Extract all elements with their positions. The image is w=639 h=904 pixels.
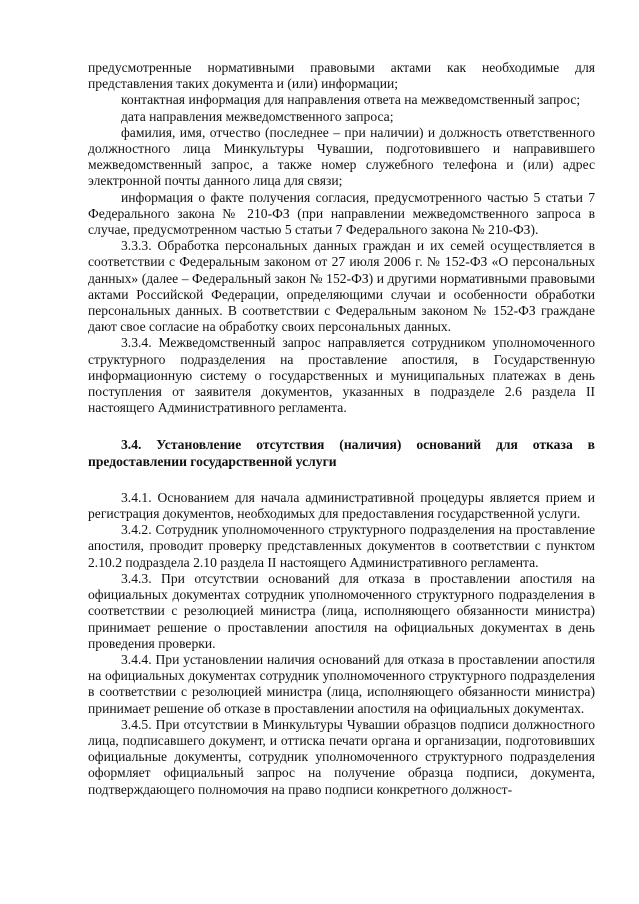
paragraph-official-name: фамилия, имя, отчество (последнее – при наличии) и должность ответственного должностного лица Минкультуры Чувашии, подготовившего и направившего межведомственный запрос, а также номер служебного телефона и (или) адрес электронной почты данного лица для связи;: [88, 124, 595, 189]
paragraph-contact-info: контактная информация для направления ответа на межведомственный запрос;: [121, 92, 581, 108]
section-heading-3-4: 3.4. Установление отсутствия (наличия) оснований для отказа в предоставлении государственной услуги: [88, 437, 595, 469]
paragraph-consent-info: информация о факте получения согласия, предусмотренного частью 5 статьи 7 Федерального закона № 210-ФЗ (при направлении межведомственного запроса в случае, предусмотренном частью 5 статьи 7 Федерального закона № 210-ФЗ).: [88, 189, 595, 238]
paragraph-3-4-3: 3.4.3. При отсутствии оснований для отказа в проставлении апостиля на официальных документах сотрудник уполномоченного структурного подразделения в соответствии с резолюцией министра (лица, исполняющего обязанности министра) принимает решение о проставлении апостиля на официальных документах в день проведения проверки.: [88, 570, 595, 651]
document-body: [88, 60, 595, 798]
paragraph-3-4-2: 3.4.2. Сотрудник уполномоченного структурного подразделения на проставление апостиля, проводит проверку представленных документов в соответствии с пунктом 2.10.2 подраздела 2.10 раздела II настоящего Административного регламента.: [88, 522, 595, 570]
paragraph-3-4-1: 3.4.1. Основанием для начала административной процедуры является прием и регистрация документов, необходимых для предоставления государственной услуги.: [88, 489, 595, 522]
paragraph-request-date: дата направления межведомственного запроса;: [121, 108, 394, 124]
paragraph-3-4-5: 3.4.5. При отсутствии в Минкультуры Чувашии образцов подписи должностного лица, подписавшего документ, и оттиска печати органа и организации, подготовивших официальные документы, сотрудник уполномоченного структурного подразделения оформляет официальный запрос на получение образца подписи, документа, подтверждающего полномочия на право подписи конкретного должност-: [88, 716, 595, 797]
paragraph-continuation: предусмотренные нормативными правовыми актами как необходимые для представления таких документа и (или) информации;: [88, 60, 595, 92]
paragraph-3-3-3: 3.3.3. Обработка персональных данных граждан и их семей осуществляется в соответствии с Федеральным законом от 27 июля 2006 г. № 152-ФЗ «О персональных данных» (далее – Федеральный закон № 152-ФЗ) и другими нормативными правовыми актами Российской Федерации, определяющими случаи и особенности обработки персональных данных. В соответствии с Федеральным законом № 152-ФЗ граждане дают свое согласие на обработку своих персональных данных.: [88, 238, 595, 335]
paragraph-3-3-4: 3.3.4. Межведомственный запрос направляется сотрудником уполномоченного структурного подразделения на проставление апостиля, в Государственную информационную систему о государственных и муниципальных платежах в день поступления от заявителя документов, указанных в подразделе 2.6 раздела II настоящего Административного регламента.: [88, 335, 595, 416]
paragraph-3-4-4: 3.4.4. При установлении наличия оснований для отказа в проставлении апостиля на официальных документах сотрудник уполномоченного структурного подразделения в соответствии с резолюцией министра (лица, исполняющего обязанности министра) принимает решение об отказе в проставлении апостиля на официальных документах.: [88, 651, 595, 716]
